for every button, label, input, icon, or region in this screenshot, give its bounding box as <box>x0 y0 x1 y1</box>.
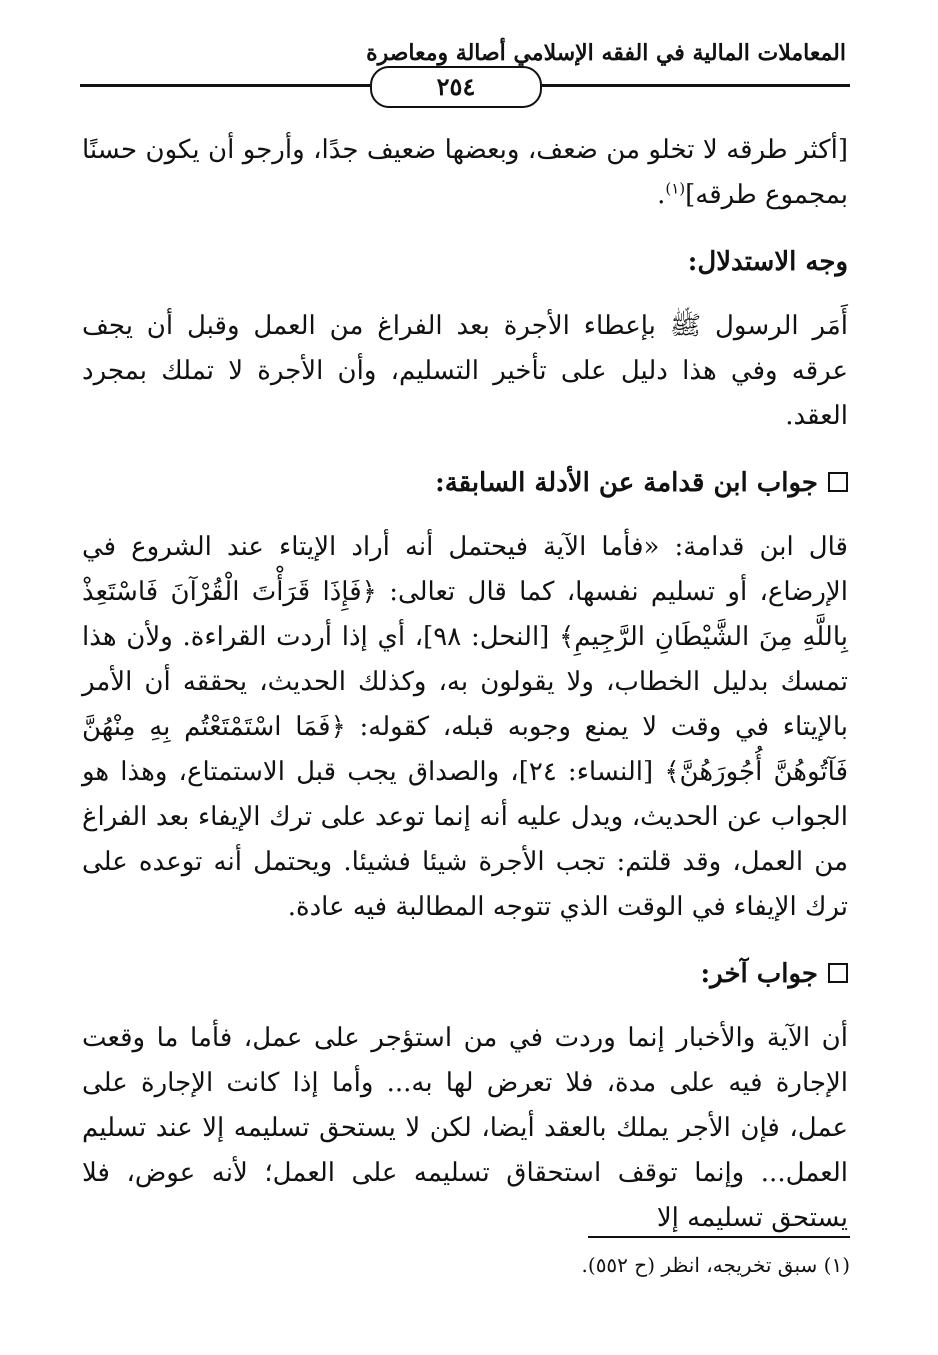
checkbox-icon <box>828 963 848 983</box>
paragraph-hadith-grading <box>82 128 848 218</box>
running-header-title: المعاملات المالية في الفقه الإسلامي أصالة ومعاصرة <box>366 40 846 66</box>
heading-text: جواب آخر: <box>700 959 818 989</box>
paragraph-ibn-qudama: قال ابن قدامة: «فأما الآية فيحتمل أنه أراد الإيتاء عند الشروع في الإرضاع، أو تسليم نفسها، كما قال تعالى: ﴿فَإِذَا قَرَأْتَ الْقُرْآنَ فَاسْتَعِذْ بِاللَّهِ مِنَ الشَّيْطَانِ الرَّجِيمِ﴾ [النحل: ٩٨]، أي إذا أردت القراءة. ولأن هذا تمسك بدليل الخطاب، ولا يقولون به، وكذلك الحديث، يحققه أن الأمر بالإيتاء في وقت لا يمنع وجوبه قبله، كقوله: ﴿فَمَا اسْتَمْتَعْتُم بِهِ مِنْهُنَّ فَآتُوهُنَّ أُجُورَهُنَّ﴾ [النساء: ٢٤]، والصداق يجب قبل الاستمتاع، وهذا هو الجواب عن الحديث، ويدل عليه أنه إنما توعد على ترك الإيفاء بعد الفراغ من العمل، وقد قلتم: تجب الأجرة شيئا فشيئا. ويحتمل أنه توعده على ترك الإيفاء في الوقت الذي تتوجه المطالبة فيه عادة. <box>82 532 848 922</box>
footnote-rule <box>588 1236 850 1238</box>
body-text <box>82 128 848 1263</box>
footnote: (١) سبق تخريجه، انظر (ح ٥٥٢). <box>581 1253 850 1277</box>
paragraph-tail: . <box>657 180 666 210</box>
paragraph-another-answer: أن الآية والأخبار إنما وردت في من استؤجر على عمل، فأما ما وقعت الإجارة فيه على مدة، فلا تعرض لها به... وأما إذا كانت الإجارة على عمل، فإن الأجر يملك بالعقد أيضا، لكن لا يستحق تسليمه إلا عند تسليم العمل... وإنما توقف استحقاق تسليمه على العمل؛ لأنه عوض، فلا يستحق تسليمه إلا <box>82 1023 848 1233</box>
heading-ibn-qudama-answer <box>82 461 848 505</box>
footnote-marker: (١) <box>665 179 686 198</box>
page-number: ٢٥٤ <box>370 66 542 108</box>
heading-text: جواب ابن قدامة عن الأدلة السابقة: <box>435 468 818 498</box>
paragraph-inference: أَمَر الرسول ﷺ بإعطاء الأجرة بعد الفراغ من العمل وقبل أن يجف عرقه وفي هذا دليل على تأخير التسليم، وأن الأجرة لا تملك بمجرد العقد. <box>82 311 848 431</box>
paragraph-text: [أكثر طرقه لا تخلو من ضعف، وبعضها ضعيف جدًا، وأرجو أن يكون حسنًا بمجموع طرقه] <box>82 135 848 210</box>
heading-another-answer <box>82 952 848 996</box>
heading-inference: وجه الاستدلال: <box>687 247 848 277</box>
checkbox-icon <box>828 472 848 492</box>
